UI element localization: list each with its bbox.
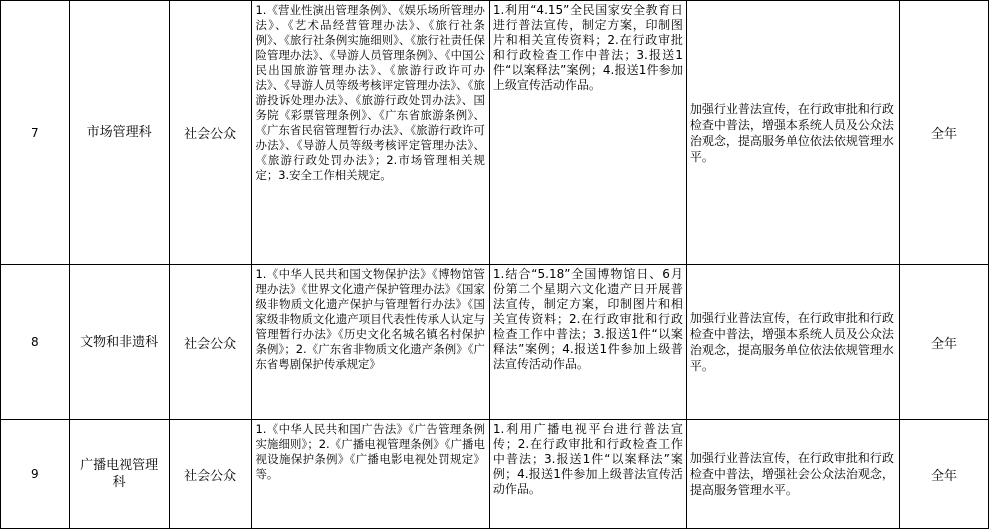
row-number: 8 (1, 265, 70, 420)
publicity-content: 1.《中华人民共和国广告法》《广告管理条例实施细则》；2.《广播电视管理条例》《广播电视设施保护条例》《广播电影电视处罚规定》等。 (251, 420, 489, 529)
publicity-form: 1.利用广播电视平台进行普法宣传；2.在行政审批和行政检查工作中普法；3.报送1件“以案释法”案例；4.报送1件参加上级普法宣传活动作品。 (489, 420, 686, 529)
table-row (1, 1, 989, 265)
department: 文物和非遗科 (69, 265, 169, 420)
department: 市场管理科 (69, 1, 169, 265)
row-number: 7 (1, 1, 70, 265)
table-row (1, 265, 989, 420)
publicity-goal: 加强行业普法宣传，在行政审批和行政检查中普法，增强本系统人员及公众法治观念，提高服务单位依法依规管理水平。 (686, 265, 899, 420)
row-number: 9 (1, 420, 70, 529)
table-row (1, 420, 989, 529)
publicity-content: 1.《中华人民共和国文物保护法》《博物馆管理办法》《世界文化遗产保护管理办法》《国家级非物质文化遗产保护与管理暂行办法》《国家级非物质文化遗产项目代表性传承人认定与管理暂行办法》《历史文化名城名镇名村保护条例》；2.《广东省非物质文化遗产条例》《广东省粤剧保护传承规定》 (251, 265, 489, 420)
schedule: 全年 (900, 1, 989, 265)
publicity-content: 1.《营业性演出管理条例》、《娱乐场所管理办法》、《艺术品经营管理办法》、《旅行社条例》、《旅行社条例实施细则》、《旅行社责任保险管理办法》、《导游人员管理条例》、《中国公民出国旅游管理办法》、《旅游行政许可办法》、《导游人员等级考核评定管理办法》、《旅游投诉处理办法》、《旅游行政处罚办法》、国务院《彩票管理条例》、《广东省旅游条例》、《广东省民宿管理暂行办法》、《旅游行政许可办法》、《导游人员等级考核评定管理办法》、《旅游行政处罚办法》；2.市场管理相关规定；3.安全工作相关规定。 (251, 1, 489, 265)
department: 广播电视管理科 (69, 420, 169, 529)
target-audience: 社会公众 (169, 265, 251, 420)
target-audience: 社会公众 (169, 1, 251, 265)
target-audience: 社会公众 (169, 420, 251, 529)
publicity-goal: 加强行业普法宣传，在行政审批和行政检查中普法，增强本系统人员及公众法治观念，提高服务单位依法依规管理水平。 (686, 1, 899, 265)
schedule: 全年 (900, 420, 989, 529)
schedule: 全年 (900, 265, 989, 420)
publicity-goal: 加强行业普法宣传，在行政审批和行政检查中普法，增强社会公众法治观念，提高服务管理水平。 (686, 420, 899, 529)
publicity-form: 1.利用“4.15”全民国家安全教育日进行普法宣传，制定方案，印制图片和相关宣传资料；2.在行政审批和行政检查工作中普法；3.报送1件“以案释法”案例；4.报送1件参加上级宣传活动作品。 (489, 1, 686, 265)
publicity-form: 1.结合“5.18”全国博物馆日、6月份第二个星期六文化遗产日开展普法宣传，制定方案，印制图片和相关宣传资料；2.在行政审批和行政检查工作中普法；3.报送1件“以案释法”案例；4.报送1件参加上级普法宣传活动作品。 (489, 265, 686, 420)
